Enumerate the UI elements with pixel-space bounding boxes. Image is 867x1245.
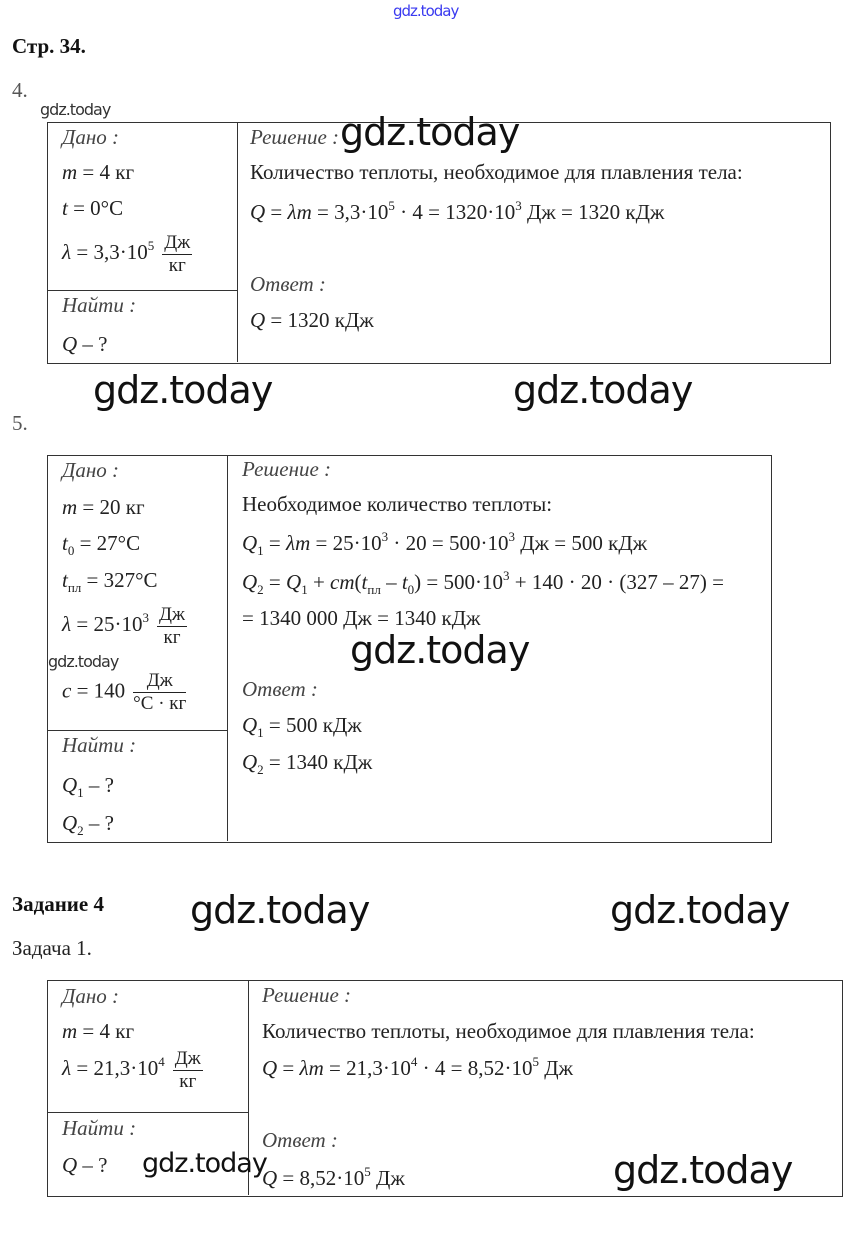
watermark: gdz.today: [610, 888, 790, 932]
formula-segment: = 1320 кДж: [265, 308, 374, 332]
formula-segment: t: [62, 531, 68, 555]
formula-segment: =: [277, 1056, 300, 1080]
solution-label: Решение :: [262, 983, 352, 1007]
formula-segment: пл: [67, 580, 82, 595]
problem-number: 5.: [12, 411, 28, 435]
formula-segment: λm: [299, 1056, 324, 1080]
formula-segment: – ?: [77, 332, 108, 356]
formula-segment: Q: [62, 332, 78, 356]
formula-segment: =: [263, 570, 287, 594]
formula-segment: – ?: [77, 1153, 108, 1177]
watermark: gdz.today: [40, 100, 111, 119]
formula-segment: Q: [62, 773, 78, 797]
formula-segment: =: [263, 531, 287, 555]
formula-segment: m: [62, 160, 78, 184]
formula-segment: 3: [508, 529, 515, 544]
watermark: gdz.today: [350, 628, 530, 672]
formula-segment: Q: [242, 531, 258, 555]
formula-segment: 2: [77, 823, 84, 838]
given-line: [62, 530, 140, 556]
formula-segment: 2: [257, 582, 264, 597]
given-line: [62, 159, 134, 185]
find-label: Найти :: [62, 293, 137, 317]
formula-segment: (: [354, 570, 362, 594]
watermark: gdz.today: [513, 368, 693, 412]
answer-line: [242, 749, 372, 775]
formula-segment: 0: [67, 543, 75, 558]
answer-label: Ответ :: [250, 272, 326, 296]
formula-segment: 3: [142, 610, 149, 626]
formula-segment: 4: [410, 1054, 418, 1069]
formula-segment: t: [361, 570, 368, 594]
solution-line: [262, 1018, 755, 1044]
formula-segment: 5: [147, 238, 155, 254]
unit-fraction: $\frac{Дж}{кг}$: [158, 604, 186, 648]
formula-segment: = 25·10: [71, 612, 143, 637]
formula-segment: = 3,3·10: [311, 200, 389, 224]
answer-line: [242, 712, 362, 738]
formula-segment: ) = 500·10: [414, 570, 504, 594]
formula-segment: 1: [77, 785, 84, 800]
formula-segment: λ: [62, 1056, 72, 1081]
find-line: [62, 810, 114, 836]
formula-segment: Количество теплоты, необходимое для плавления тела:: [250, 160, 743, 184]
formula-segment: m: [62, 1019, 78, 1043]
watermark: gdz.today: [340, 110, 520, 154]
formula-segment: Q: [242, 750, 258, 774]
solution-line: [242, 569, 724, 595]
formula-segment: 3: [503, 568, 510, 583]
formula-segment: λm: [287, 200, 312, 224]
formula-segment: = 21,3·10: [71, 1056, 159, 1081]
given-label: Дано :: [62, 125, 120, 149]
find-line: [62, 331, 108, 357]
formula-segment: Q: [62, 811, 78, 835]
watermark: gdz.today: [190, 888, 370, 932]
formula-segment: Q: [62, 1153, 78, 1177]
answer-line: [250, 307, 374, 333]
formula-segment: = 500 кДж: [263, 713, 362, 737]
formula-segment: λm: [286, 531, 311, 555]
formula-segment: = 0°C: [67, 196, 124, 220]
formula-segment: m: [62, 495, 78, 519]
unit-fraction: $\frac{Дж}{кг}$: [164, 232, 191, 276]
unit-fraction: $\frac{Дж}{кг}$: [174, 1048, 201, 1092]
answer-label: Ответ :: [242, 677, 318, 701]
formula-segment: 1: [301, 582, 308, 597]
solution-line: [242, 530, 647, 556]
watermark: gdz.today: [93, 368, 273, 412]
formula-segment: 5: [532, 1054, 539, 1069]
formula-segment: · 4 = 8,52·10: [417, 1056, 533, 1080]
formula-segment: = 27°C: [74, 531, 141, 555]
formula-segment: 1: [257, 725, 264, 740]
formula-segment: –: [380, 570, 402, 594]
problem-number: 4.: [12, 78, 28, 102]
formula-segment: пл: [367, 582, 381, 597]
formula-segment: t: [62, 568, 68, 592]
formula-segment: =: [265, 200, 288, 224]
given-line: [62, 604, 187, 649]
row-divider: [47, 730, 227, 731]
formula-segment: = 25·10: [310, 531, 382, 555]
formula-segment: = 4 кг: [77, 160, 135, 184]
formula-segment: = 21,3·10: [323, 1056, 411, 1080]
formula-segment: cm: [330, 570, 355, 594]
formula-segment: Необходимое количество теплоты:: [242, 492, 553, 516]
find-label: Найти :: [62, 733, 137, 757]
formula-segment: Q: [242, 570, 258, 594]
watermark: gdz.today: [613, 1148, 793, 1192]
formula-segment: Q: [250, 200, 266, 224]
given-line: [62, 232, 192, 277]
formula-segment: 4: [158, 1054, 165, 1070]
solution-line: [262, 1055, 573, 1081]
formula-segment: + 140 · 20 · (327 – 27) =: [509, 570, 724, 594]
formula-segment: t: [62, 196, 68, 220]
given-line: [62, 195, 123, 221]
solution-line: [242, 491, 552, 517]
solution-line: [250, 159, 743, 185]
given-line: [62, 494, 145, 520]
column-divider: [227, 455, 228, 841]
solution-label: Решение :: [242, 457, 332, 481]
formula-segment: Дж: [538, 1056, 574, 1080]
formula-segment: – ?: [83, 811, 114, 835]
formula-segment: = 3,3·10: [71, 240, 148, 265]
formula-segment: = 8,52·10: [277, 1166, 365, 1190]
section-title: Задание 4: [12, 892, 104, 916]
formula-segment: 3: [515, 198, 522, 213]
formula-segment: = 1340 кДж: [263, 750, 373, 774]
formula-segment: Q: [262, 1166, 278, 1190]
row-divider: [47, 1112, 248, 1113]
given-line: [62, 670, 186, 715]
formula-segment: 5: [388, 198, 395, 213]
formula-segment: = 327°C: [81, 568, 158, 592]
watermark: gdz.today: [142, 1148, 267, 1179]
formula-segment: 0: [407, 582, 415, 597]
formula-segment: t: [401, 570, 408, 594]
given-label: Дано :: [62, 984, 120, 1008]
find-line: [62, 1152, 108, 1178]
formula-segment: = 140: [71, 678, 126, 703]
formula-segment: Дж = 1320 кДж: [521, 200, 665, 224]
column-divider: [237, 122, 238, 362]
formula-segment: = 4 кг: [77, 1019, 135, 1043]
formula-segment: λ: [62, 240, 72, 265]
page-title: Стр. 34.: [12, 34, 86, 58]
formula-segment: 1: [257, 543, 264, 558]
formula-segment: = 20 кг: [77, 495, 145, 519]
given-line: [62, 1018, 134, 1044]
formula-segment: 5: [364, 1164, 371, 1179]
formula-segment: Дж = 500 кДж: [514, 531, 648, 555]
formula-segment: Q: [242, 713, 258, 737]
given-label: Дано :: [62, 458, 120, 482]
given-line: [62, 567, 158, 593]
formula-segment: = 1340 000 Дж = 1340 кДж: [242, 606, 481, 630]
solution-line: [250, 199, 664, 225]
find-label: Найти :: [62, 1116, 137, 1140]
formula-segment: Q: [250, 308, 266, 332]
formula-segment: Количество теплоты, необходимое для плавления тела:: [262, 1019, 755, 1043]
formula-segment: c: [62, 678, 72, 703]
formula-segment: · 20 = 500·10: [388, 531, 509, 555]
formula-segment: +: [307, 570, 331, 594]
formula-segment: Дж: [370, 1166, 405, 1190]
task-title: Задача 1.: [12, 936, 92, 960]
watermark: gdz.today: [393, 2, 459, 20]
formula-segment: 3: [381, 529, 389, 544]
unit-fraction: $\frac{Дж}{^\circ С \cdot кг}$: [133, 670, 187, 714]
solution-label: Решение :: [250, 125, 340, 149]
formula-segment: – ?: [83, 773, 114, 797]
watermark: gdz.today: [48, 652, 119, 671]
formula-segment: Q: [286, 570, 302, 594]
formula-segment: · 4 = 1320·10: [394, 200, 516, 224]
answer-line: [262, 1165, 405, 1191]
row-divider: [47, 290, 237, 291]
find-line: [62, 772, 114, 798]
given-line: [62, 1048, 203, 1093]
answer-label: Ответ :: [262, 1128, 338, 1152]
formula-segment: λ: [62, 612, 72, 637]
formula-segment: Q: [262, 1056, 278, 1080]
formula-segment: 2: [257, 762, 264, 777]
